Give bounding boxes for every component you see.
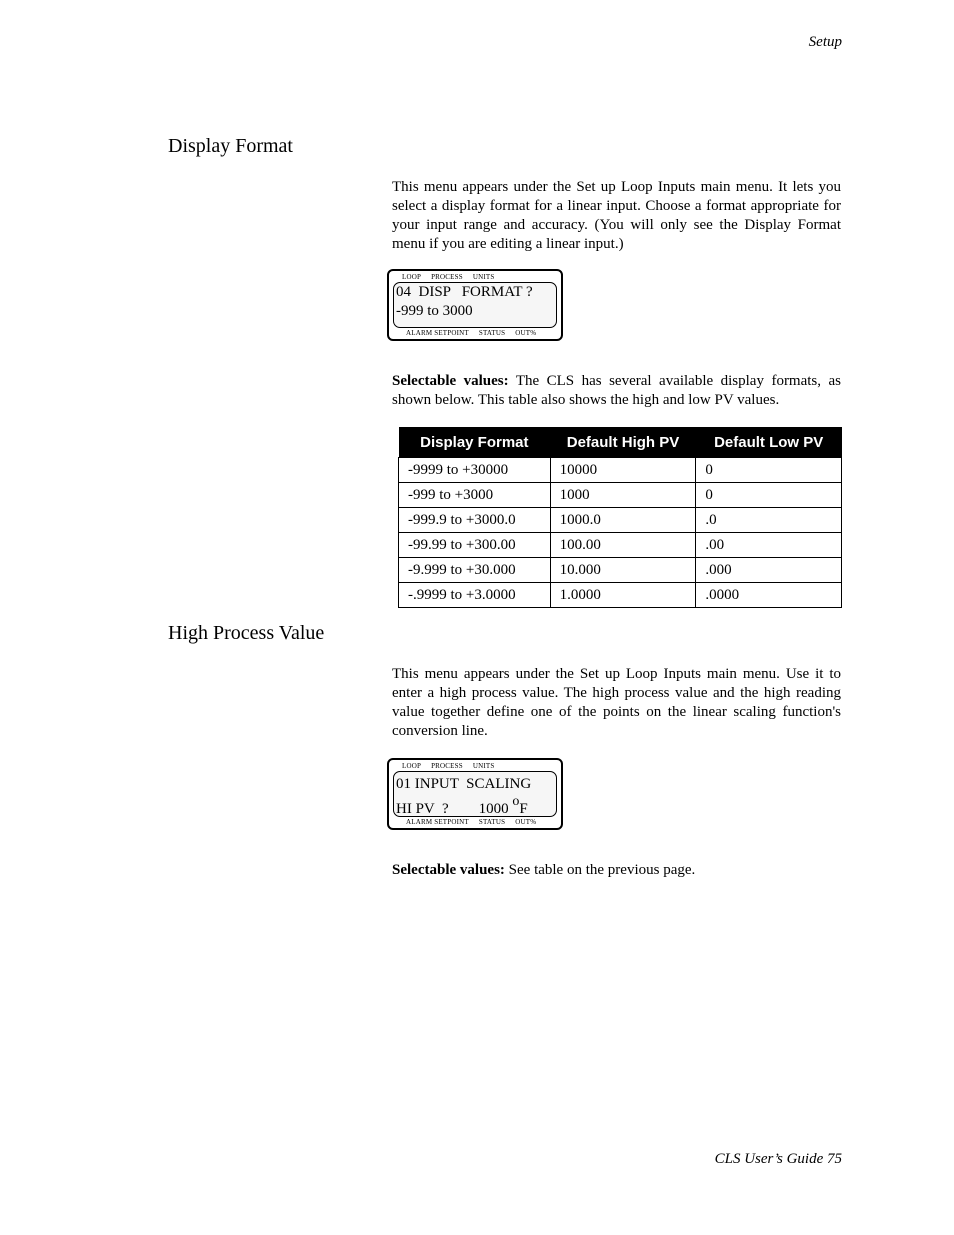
display-format-selectable [392,372,841,410]
table-cell: 0 [696,458,842,483]
section-title-high-process-value: High Process Value [168,622,325,644]
lcd-top-labels [402,273,504,281]
display-format-table [398,427,842,608]
table-cell: .00 [696,533,842,558]
table-cell: -999.9 to +3000.0 [399,508,551,533]
table-cell: .0000 [696,583,842,608]
degree-symbol: o [512,794,520,809]
lcd-line-1: 04 DISP FORMAT ? [396,284,533,300]
table-row [399,483,842,508]
lcd-label-alarm-setpoint: ALARM SETPOINT [406,818,469,826]
lcd-label-loop: LOOP [402,273,422,281]
lcd-line-1: 01 INPUT SCALING [396,776,532,792]
table-cell: 10000 [550,458,696,483]
table-row [399,458,842,483]
lcd-line-2 [396,796,528,818]
display-format-intro: This menu appears under the Set up Loop Inputs main menu. It lets you select a display format for a linear input. Choose a format appropriate for your input range and accuracy. (You will only see the Display Format menu if you are editing a linear input.) [392,179,841,252]
lcd-label-process: PROCESS [431,273,463,281]
selectable-label: Selectable values: [392,373,509,389]
table-cell: -.9999 to +3.0000 [399,583,551,608]
table-cell: 0 [696,483,842,508]
table-cell: .000 [696,558,842,583]
selectable-text: The CLS has several available display formats, as shown below. This table also shows the high and low PV values. [392,373,841,408]
lcd-label-status: STATUS [478,329,506,337]
section-title-display-format: Display Format [168,135,293,157]
table-cell: -99.99 to +300.00 [399,533,551,558]
table-cell: 100.00 [550,533,696,558]
high-process-value-selectable [392,861,841,880]
table-cell: .0 [696,508,842,533]
lcd-label-units: UNITS [472,273,495,281]
table-cell: 10.000 [550,558,696,583]
lcd-high-process-value [387,758,563,830]
table-row [399,533,842,558]
high-process-value-intro: This menu appears under the Set up Loop Inputs main menu. Use it to enter a high process value. The high process value and the high reading value together define one of the points on the linear scaling function's conversion line. [392,666,841,739]
selectable-label: Selectable values: [392,862,505,878]
table-cell: 1.0000 [550,583,696,608]
lcd-label-loop: LOOP [402,762,422,770]
table-cell: 1000 [550,483,696,508]
lcd-label-out: OUT% [515,818,537,826]
lcd-label-process: PROCESS [431,762,463,770]
lcd-screen [393,282,557,328]
lcd-screen [393,771,557,817]
table-header-display-format: Display Format [399,427,551,458]
table-header-default-high-pv: Default High PV [550,427,696,458]
lcd-unit: F [519,801,528,817]
lcd-top-labels [402,762,504,770]
page-footer: CLS User’s Guide 75 [714,1151,842,1167]
lcd-bottom-labels [406,329,546,337]
lcd-label-out: OUT% [515,329,537,337]
table-row [399,583,842,608]
table-cell: -999 to +3000 [399,483,551,508]
running-head: Setup [808,34,842,50]
lcd-label-status: STATUS [478,818,506,826]
table-row [399,558,842,583]
table-header-default-low-pv: Default Low PV [696,427,842,458]
lcd-line-2-text: HI PV ? 1000 [396,801,513,817]
table-cell: -9999 to +30000 [399,458,551,483]
lcd-display-format [387,269,563,341]
lcd-label-units: UNITS [472,762,495,770]
table-row [399,508,842,533]
lcd-line-2: -999 to 3000 [396,303,473,319]
lcd-label-alarm-setpoint: ALARM SETPOINT [406,329,469,337]
selectable-text: See table on the previous page. [504,862,696,878]
table-cell: -9.999 to +30.000 [399,558,551,583]
table-header-row [399,427,842,458]
lcd-bottom-labels [406,818,546,826]
table-cell: 1000.0 [550,508,696,533]
